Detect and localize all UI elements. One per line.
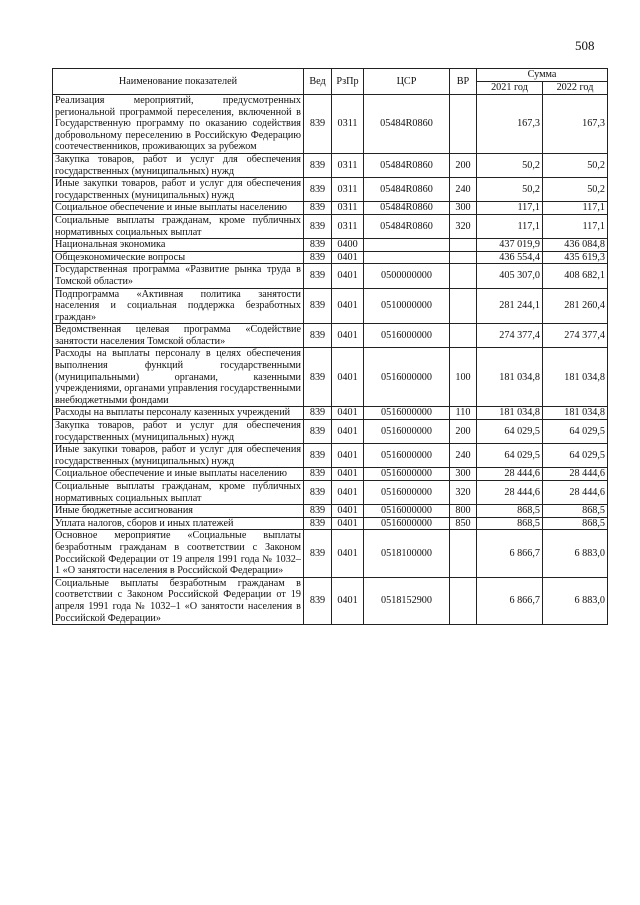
row-sum-2022: 6 883,0 xyxy=(543,577,608,624)
row-ved: 839 xyxy=(304,288,332,324)
row-rzpr: 0401 xyxy=(332,264,364,288)
row-name: Подпрограмма «Активная политика занятости населения и социальная поддержка безработных граждан» xyxy=(53,288,304,324)
row-ved: 839 xyxy=(304,577,332,624)
row-sum-2021: 281 244,1 xyxy=(477,288,543,324)
row-sum-2021: 274 377,4 xyxy=(477,324,543,348)
row-ved: 839 xyxy=(304,202,332,215)
row-ved: 839 xyxy=(304,95,332,154)
row-vr xyxy=(450,264,477,288)
row-sum-2022: 50,2 xyxy=(543,178,608,202)
row-name: Государственная программа «Развитие рынка труда в Томской области» xyxy=(53,264,304,288)
row-sum-2022: 281 260,4 xyxy=(543,288,608,324)
row-vr: 320 xyxy=(450,481,477,505)
row-rzpr: 0401 xyxy=(332,251,364,264)
row-sum-2022: 181 034,8 xyxy=(543,348,608,407)
row-rzpr: 0401 xyxy=(332,517,364,530)
row-vr xyxy=(450,95,477,154)
row-rzpr: 0401 xyxy=(332,324,364,348)
row-rzpr: 0401 xyxy=(332,468,364,481)
row-sum-2021: 181 034,8 xyxy=(477,348,543,407)
row-vr xyxy=(450,251,477,264)
header-2022: 2022 год xyxy=(543,82,608,95)
row-sum-2021: 50,2 xyxy=(477,153,543,177)
row-vr: 320 xyxy=(450,214,477,238)
row-sum-2021: 181 034,8 xyxy=(477,407,543,420)
row-name: Основное мероприятие «Социальные выплаты безработным гражданам в соответствии с Законом Российской Федерации от 19 апреля 1991 года № 1032–1 «О занятости населения в Российской Федерации» xyxy=(53,530,304,577)
header-name: Наименование показателей xyxy=(53,69,304,95)
page-number: 508 xyxy=(575,38,595,53)
row-sum-2022: 868,5 xyxy=(543,517,608,530)
table-body xyxy=(53,95,608,625)
row-sum-2021: 50,2 xyxy=(477,178,543,202)
row-csr: 0516000000 xyxy=(364,348,450,407)
header-ved: Вед xyxy=(304,69,332,95)
table-row xyxy=(53,577,608,624)
row-name: Иные закупки товаров, работ и услуг для обеспечения государственных (муниципальных) нужд xyxy=(53,178,304,202)
row-name: Расходы на выплаты персоналу в целях обеспечения выполнения функций государственными (муниципальными) органами, казенными учреждениями, органами управления государственными внебюджетными фондами xyxy=(53,348,304,407)
row-sum-2021: 6 866,7 xyxy=(477,530,543,577)
budget-table xyxy=(52,68,608,625)
row-rzpr: 0401 xyxy=(332,505,364,518)
row-vr xyxy=(450,324,477,348)
row-vr: 100 xyxy=(450,348,477,407)
row-ved: 839 xyxy=(304,420,332,444)
row-sum-2021: 28 444,6 xyxy=(477,468,543,481)
row-ved: 839 xyxy=(304,444,332,468)
row-name: Социальные выплаты гражданам, кроме публичных нормативных социальных выплат xyxy=(53,214,304,238)
row-rzpr: 0401 xyxy=(332,481,364,505)
table-row xyxy=(53,348,608,407)
row-sum-2022: 64 029,5 xyxy=(543,420,608,444)
row-csr: 0516000000 xyxy=(364,407,450,420)
row-csr xyxy=(364,251,450,264)
row-ved: 839 xyxy=(304,530,332,577)
row-sum-2021: 28 444,6 xyxy=(477,481,543,505)
row-sum-2021: 64 029,5 xyxy=(477,420,543,444)
row-sum-2022: 6 883,0 xyxy=(543,530,608,577)
row-vr: 300 xyxy=(450,468,477,481)
row-ved: 839 xyxy=(304,264,332,288)
row-sum-2022: 181 034,8 xyxy=(543,407,608,420)
row-sum-2022: 117,1 xyxy=(543,202,608,215)
row-sum-2021: 436 554,4 xyxy=(477,251,543,264)
row-vr xyxy=(450,577,477,624)
row-sum-2022: 28 444,6 xyxy=(543,468,608,481)
row-sum-2022: 117,1 xyxy=(543,214,608,238)
row-name: Социальные выплаты гражданам, кроме публичных нормативных социальных выплат xyxy=(53,481,304,505)
row-name: Уплата налогов, сборов и иных платежей xyxy=(53,517,304,530)
row-rzpr: 0401 xyxy=(332,348,364,407)
row-csr: 0516000000 xyxy=(364,324,450,348)
row-vr: 300 xyxy=(450,202,477,215)
row-ved: 839 xyxy=(304,517,332,530)
row-sum-2022: 435 619,3 xyxy=(543,251,608,264)
row-name: Общеэкономические вопросы xyxy=(53,251,304,264)
row-rzpr: 0311 xyxy=(332,153,364,177)
row-ved: 839 xyxy=(304,407,332,420)
row-rzpr: 0311 xyxy=(332,178,364,202)
row-rzpr: 0311 xyxy=(332,202,364,215)
row-sum-2022: 868,5 xyxy=(543,505,608,518)
row-vr: 240 xyxy=(450,444,477,468)
row-name: Расходы на выплаты персоналу казенных учреждений xyxy=(53,407,304,420)
header-row-top xyxy=(53,69,608,82)
row-ved: 839 xyxy=(304,505,332,518)
row-csr: 0516000000 xyxy=(364,420,450,444)
row-name: Реализация мероприятий, предусмотренных региональной программой переселения, включенной в Государственную программу по оказанию содействия добровольному переселению в Российскую Федерацию соотечественников, проживающих за рубежом xyxy=(53,95,304,154)
row-ved: 839 xyxy=(304,251,332,264)
row-name: Иные закупки товаров, работ и услуг для обеспечения государственных (муниципальных) нужд xyxy=(53,444,304,468)
row-csr: 05484R0860 xyxy=(364,202,450,215)
table-row xyxy=(53,178,608,202)
header-csr: ЦСР xyxy=(364,69,450,95)
row-name: Социальные выплаты безработным гражданам в соответствии с Законом Российской Федерации от 19 апреля 1991 года № 1032–1 «О занятости населения в Российской Федерации» xyxy=(53,577,304,624)
table-row xyxy=(53,251,608,264)
table-row xyxy=(53,239,608,252)
row-name: Иные бюджетные ассигнования xyxy=(53,505,304,518)
row-csr: 05484R0860 xyxy=(364,153,450,177)
row-csr xyxy=(364,239,450,252)
row-ved: 839 xyxy=(304,468,332,481)
table-row xyxy=(53,288,608,324)
row-csr: 0516000000 xyxy=(364,481,450,505)
row-sum-2021: 868,5 xyxy=(477,517,543,530)
row-ved: 839 xyxy=(304,324,332,348)
header-vr: ВР xyxy=(450,69,477,95)
row-vr: 800 xyxy=(450,505,477,518)
row-name: Закупка товаров, работ и услуг для обеспечения государственных (муниципальных) нужд xyxy=(53,420,304,444)
row-vr xyxy=(450,288,477,324)
row-csr: 0516000000 xyxy=(364,505,450,518)
table-row xyxy=(53,324,608,348)
table-row xyxy=(53,444,608,468)
row-rzpr: 0401 xyxy=(332,420,364,444)
row-sum-2021: 117,1 xyxy=(477,202,543,215)
row-rzpr: 0401 xyxy=(332,530,364,577)
row-rzpr: 0401 xyxy=(332,288,364,324)
row-ved: 839 xyxy=(304,214,332,238)
table-row xyxy=(53,407,608,420)
table-row xyxy=(53,517,608,530)
row-rzpr: 0401 xyxy=(332,407,364,420)
row-sum-2021: 437 019,9 xyxy=(477,239,543,252)
row-vr: 110 xyxy=(450,407,477,420)
row-sum-2021: 117,1 xyxy=(477,214,543,238)
row-vr: 240 xyxy=(450,178,477,202)
row-name: Социальное обеспечение и иные выплаты населению xyxy=(53,202,304,215)
table-row xyxy=(53,530,608,577)
table-row xyxy=(53,264,608,288)
row-ved: 839 xyxy=(304,153,332,177)
row-rzpr: 0401 xyxy=(332,577,364,624)
header-2021: 2021 год xyxy=(477,82,543,95)
row-ved: 839 xyxy=(304,178,332,202)
row-sum-2022: 64 029,5 xyxy=(543,444,608,468)
row-sum-2021: 868,5 xyxy=(477,505,543,518)
row-vr: 200 xyxy=(450,153,477,177)
row-sum-2022: 28 444,6 xyxy=(543,481,608,505)
table-row xyxy=(53,481,608,505)
row-vr xyxy=(450,239,477,252)
row-vr: 200 xyxy=(450,420,477,444)
row-rzpr: 0401 xyxy=(332,444,364,468)
row-csr: 0500000000 xyxy=(364,264,450,288)
row-sum-2022: 408 682,1 xyxy=(543,264,608,288)
row-sum-2022: 50,2 xyxy=(543,153,608,177)
row-vr: 850 xyxy=(450,517,477,530)
header-rzpr: РзПр xyxy=(332,69,364,95)
row-sum-2021: 405 307,0 xyxy=(477,264,543,288)
row-csr: 0516000000 xyxy=(364,444,450,468)
row-rzpr: 0311 xyxy=(332,95,364,154)
row-csr: 0518100000 xyxy=(364,530,450,577)
row-csr: 0518152900 xyxy=(364,577,450,624)
row-rzpr: 0311 xyxy=(332,214,364,238)
row-name: Закупка товаров, работ и услуг для обеспечения государственных (муниципальных) нужд xyxy=(53,153,304,177)
row-csr: 0516000000 xyxy=(364,468,450,481)
row-sum-2022: 436 084,8 xyxy=(543,239,608,252)
row-name: Ведомственная целевая программа «Содействие занятости населения Томской области» xyxy=(53,324,304,348)
row-csr: 0516000000 xyxy=(364,517,450,530)
row-ved: 839 xyxy=(304,239,332,252)
table-row xyxy=(53,420,608,444)
table-row xyxy=(53,505,608,518)
header-sum: Сумма xyxy=(477,69,608,82)
row-csr: 05484R0860 xyxy=(364,214,450,238)
row-vr xyxy=(450,530,477,577)
row-rzpr: 0400 xyxy=(332,239,364,252)
table-row xyxy=(53,214,608,238)
row-csr: 05484R0860 xyxy=(364,178,450,202)
table-row xyxy=(53,202,608,215)
row-name: Национальная экономика xyxy=(53,239,304,252)
row-sum-2021: 64 029,5 xyxy=(477,444,543,468)
row-csr: 05484R0860 xyxy=(364,95,450,154)
row-name: Социальное обеспечение и иные выплаты населению xyxy=(53,468,304,481)
row-csr: 0510000000 xyxy=(364,288,450,324)
row-ved: 839 xyxy=(304,348,332,407)
row-sum-2022: 274 377,4 xyxy=(543,324,608,348)
row-sum-2021: 6 866,7 xyxy=(477,577,543,624)
row-sum-2022: 167,3 xyxy=(543,95,608,154)
row-sum-2021: 167,3 xyxy=(477,95,543,154)
table-row xyxy=(53,153,608,177)
row-ved: 839 xyxy=(304,481,332,505)
table-row xyxy=(53,468,608,481)
table-row xyxy=(53,95,608,154)
